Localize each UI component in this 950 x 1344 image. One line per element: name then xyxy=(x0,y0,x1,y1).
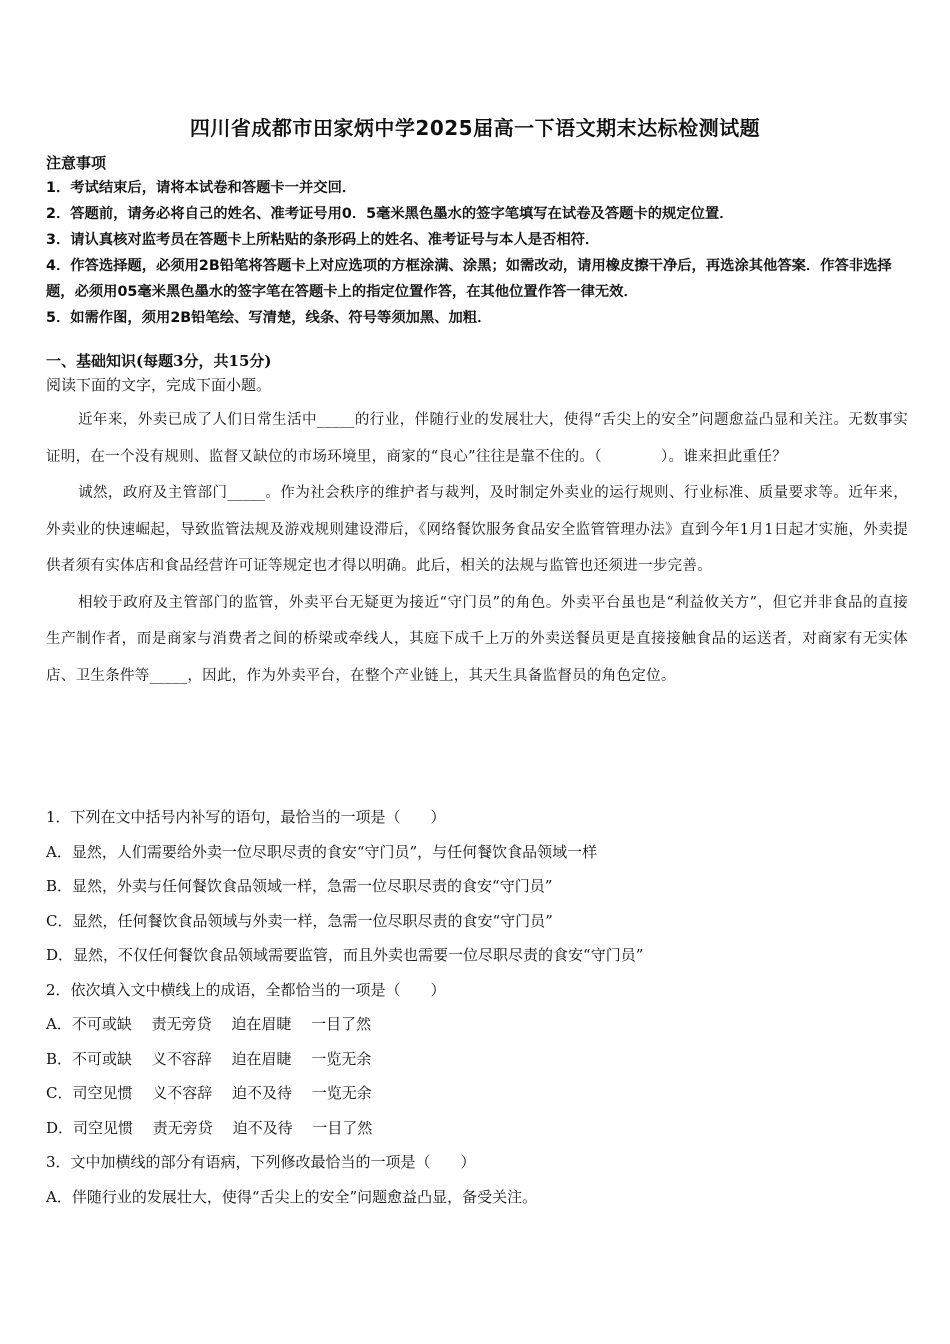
reading-passage xyxy=(46,402,908,694)
question-option: D．显然，不仅任何餐饮食品领域需要监管，而且外卖也需要一位尽职尽责的食安“守门员” xyxy=(46,946,644,964)
question-stem: 3．文中加横线的部分有语病，下列修改最恰当的一项是（ ） xyxy=(46,1153,476,1171)
question-option: B．显然，外卖与任何餐饮食品领域一样，急需一位尽职尽责的食安“守门员” xyxy=(46,877,553,895)
question-option: D．司空见惯 责无旁贷 迫不及待 一目了然 xyxy=(46,1118,373,1137)
notice-list xyxy=(46,175,908,331)
notice-heading: 注意事项 xyxy=(46,154,107,172)
section-heading: 一、基础知识(每题3分，共15分) xyxy=(46,352,272,370)
section-intro: 阅读下面的文字，完成下面小题。 xyxy=(46,376,272,394)
question-option: B．不可或缺 义不容辞 迫在眉睫 一览无余 xyxy=(46,1049,372,1068)
notice-item: 3．请认真核对监考员在答题卡上所粘贴的条形码上的姓名、准考证号与本人是否相符． xyxy=(46,232,600,248)
question-option: A．显然，人们需要给外卖一位尽职尽责的食安“守门员”，与任何餐饮食品领域一样 xyxy=(46,842,598,861)
question-option: A．不可或缺 责无旁贷 迫在眉睫 一目了然 xyxy=(46,1015,372,1033)
notice-item: 4．作答选择题，必须用2B铅笔将答题卡上对应选项的方框涂满、涂黑；如需改动，请用橡皮擦干净后，再选涂其他答案．作答非选择题，必须用05毫米黑色墨水的签字笔在答题卡上的指定位置作答，在其他位置作答一律无效． xyxy=(46,258,892,300)
question-option: C．司空见惯 义不容辞 迫不及待 一览无余 xyxy=(46,1084,372,1102)
question-stem: 2．依次填入文中横线上的成语，全都恰当的一项是（ ） xyxy=(46,980,446,999)
passage-paragraph: 近年来，外卖已成了人们日常生活中_____的行业，伴随行业的发展壮大，使得“舌尖上的安全”问题愈益凸显和关注。无数事实证明，在一个没有规则、监督又缺位的市场环境里，商家的“良心”往往是靠不住的。（ ）。谁来担此重任？ xyxy=(46,412,908,465)
question-list xyxy=(46,800,908,1214)
notice-item: 2．答题前，请务必将自己的姓名、准考证号用0．5毫米黑色墨水的签字笔填写在试卷及答题卡的规定位置． xyxy=(46,206,734,222)
notice-item: 1．考试结束后，请将本试卷和答题卡一并交回． xyxy=(46,180,357,196)
page-title: 四川省成都市田家炳中学2025届高一下语文期末达标检测试题 xyxy=(189,116,761,140)
question-option: A．伴随行业的发展壮大，使得“舌尖上的安全”问题愈益凸显，备受关注。 xyxy=(46,1187,538,1206)
passage-paragraph: 诚然，政府及主管部门_____。作为社会秩序的维护者与裁判，及时制定外卖业的运行规则、行业标准、质量要求等。近年来，外卖业的快速崛起，导致监管法规及游戏规则建设滞后，《网络餐饮服务食品安全监管管理办法》直到今年1月1日起才实施，外卖提供者须有实体店和食品经营许可证等规定也才得以明确。此后，相关的法规与监管也还须进一步完善。 xyxy=(46,485,908,574)
passage-paragraph: 相较于政府及主管部门的监管，外卖平台无疑更为接近“守门员”的角色。外卖平台虽也是“利益攸关方”，但它并非食品的直接生产制作者，而是商家与消费者之间的桥梁或牵线人，其庭下成千上万的外卖送餐员更是直接接触食品的运送者，对商家有无实体店、卫生条件等_____，因此，作为外卖平台，在整个产业链上，其天生具备监督员的角色定位。 xyxy=(46,594,908,684)
notice-item: 5．如需作图，须用2B铅笔绘、写清楚，线条、符号等须加黑、加粗． xyxy=(46,310,492,326)
question-option: C．显然，任何餐饮食品领域与外卖一样，急需一位尽职尽责的食安“守门员” xyxy=(46,911,553,930)
question-stem: 1．下列在文中括号内补写的语句，最恰当的一项是（ ） xyxy=(46,808,446,826)
